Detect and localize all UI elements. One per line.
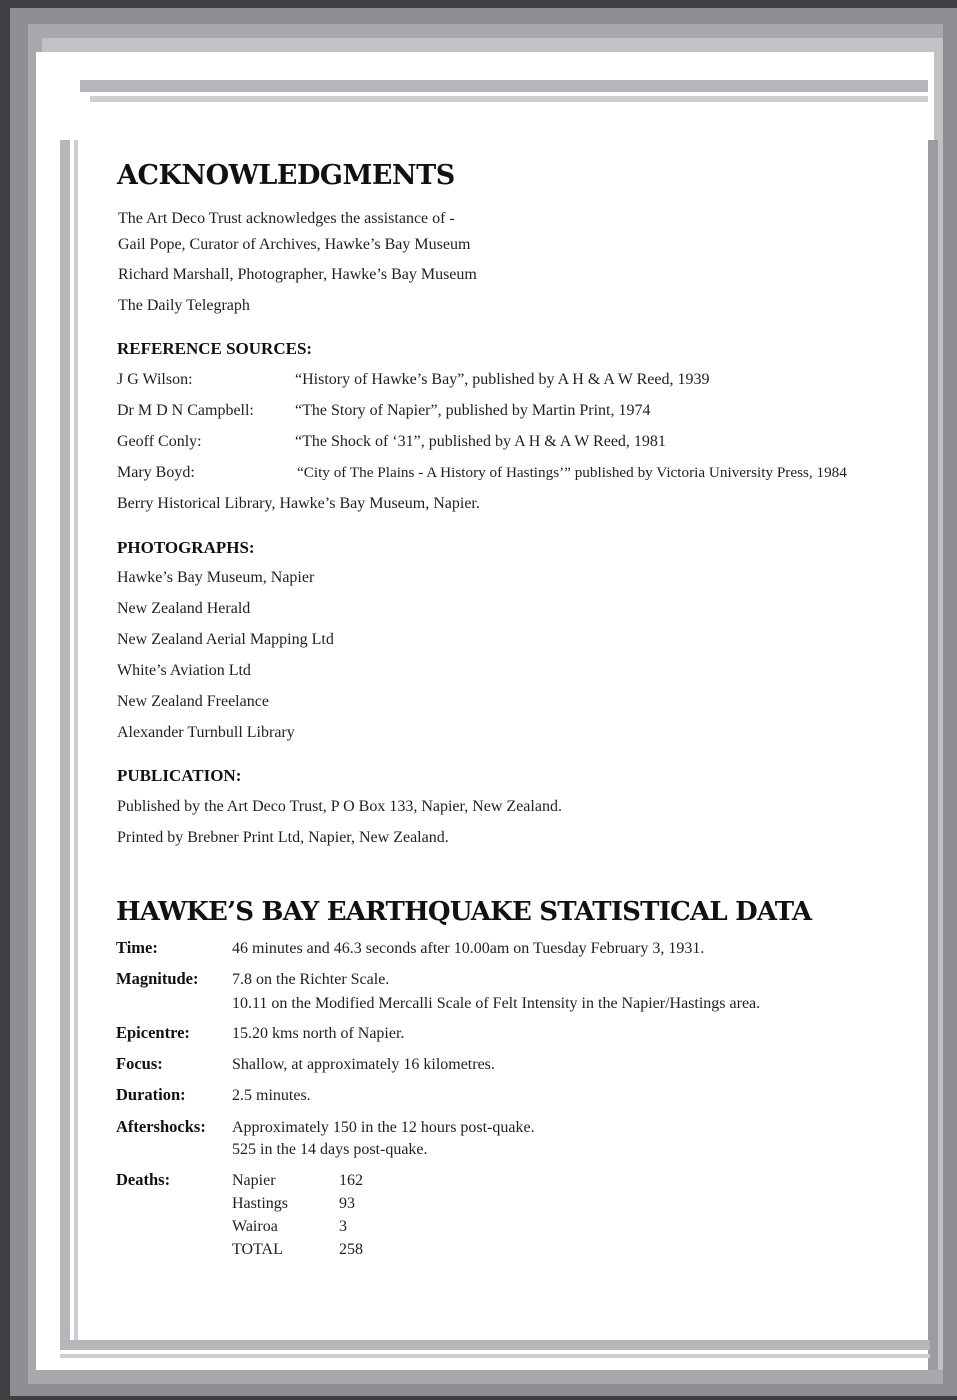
focus-value: Shallow, at approximately 16 kilometres. [232, 1056, 495, 1073]
time-label: Time: [116, 938, 158, 957]
deaths-place: Wairoa [232, 1218, 278, 1235]
photograph-credit: New Zealand Herald [117, 600, 251, 617]
ack-line: Richard Marshall, Photographer, Hawke’s Bay Museum [118, 266, 477, 283]
reference-author: Geoff Conly: [117, 433, 202, 450]
reference-author: Mary Boyd: [117, 464, 195, 481]
reference-author: Dr M D N Campbell: [117, 402, 254, 419]
publication-line: Published by the Art Deco Trust, P O Box 133, Napier, New Zealand. [117, 798, 562, 815]
reference-work: “City of The Plains - A History of Hastings’” published by Victoria University Press, 1984 [297, 464, 847, 481]
publication-heading: PUBLICATION: [117, 766, 242, 785]
magnitude-value: 7.8 on the Richter Scale. [232, 971, 390, 988]
epicentre-label: Epicentre: [116, 1023, 190, 1042]
reference-work: “The Story of Napier”, published by Martin Print, 1974 [295, 402, 651, 419]
aftershocks-value: 525 in the 14 days post-quake. [232, 1141, 428, 1158]
aftershocks-label: Aftershocks: [116, 1117, 206, 1136]
duration-label: Duration: [116, 1085, 186, 1104]
deaths-label: Deaths: [116, 1170, 171, 1189]
aftershocks-value: Approximately 150 in the 12 hours post-quake. [232, 1119, 535, 1136]
deaths-place: Hastings [232, 1195, 288, 1212]
reference-sources-heading: REFERENCE SOURCES: [117, 339, 313, 358]
focus-label: Focus: [116, 1054, 163, 1073]
photograph-credit: White’s Aviation Ltd [117, 662, 251, 679]
ack-line: The Art Deco Trust acknowledges the assistance of - [118, 210, 455, 227]
reference-work: “The Shock of ‘31”, published by A H & A W Reed, 1981 [295, 433, 666, 450]
photograph-credit: New Zealand Aerial Mapping Ltd [117, 631, 334, 648]
deaths-count: 3 [339, 1218, 347, 1235]
reference-extra: Berry Historical Library, Hawke’s Bay Museum, Napier. [117, 495, 480, 512]
duration-value: 2.5 minutes. [232, 1087, 311, 1104]
magnitude-value: 10.11 on the Modified Mercalli Scale of Felt Intensity in the Napier/Hastings area. [232, 995, 761, 1012]
reference-author: J G Wilson: [117, 371, 193, 388]
time-value: 46 minutes and 46.3 seconds after 10.00am on Tuesday February 3, 1931. [232, 940, 705, 957]
deaths-count: 258 [339, 1241, 363, 1258]
ack-line: The Daily Telegraph [118, 297, 250, 314]
reference-work: “History of Hawke’s Bay”, published by A H & A W Reed, 1939 [295, 371, 710, 388]
photograph-credit: Alexander Turnbull Library [117, 724, 295, 741]
deaths-count: 162 [339, 1172, 363, 1189]
photograph-credit: Hawke’s Bay Museum, Napier [117, 569, 315, 586]
deaths-count: 93 [339, 1195, 355, 1212]
photographs-heading: PHOTOGRAPHS: [117, 538, 255, 557]
deaths-place: TOTAL [232, 1241, 283, 1258]
acknowledgments-title: ACKNOWLEDGMENTS [117, 160, 455, 191]
statistics-title: HAWKE’S BAY EARTHQUAKE STATISTICAL DATA [116, 897, 812, 927]
deaths-place: Napier [232, 1172, 276, 1189]
magnitude-label: Magnitude: [116, 969, 199, 988]
epicentre-value: 15.20 kms north of Napier. [232, 1025, 405, 1042]
publication-line: Printed by Brebner Print Ltd, Napier, New Zealand. [117, 829, 449, 846]
photograph-credit: New Zealand Freelance [117, 693, 269, 710]
ack-line: Gail Pope, Curator of Archives, Hawke’s Bay Museum [118, 236, 471, 253]
